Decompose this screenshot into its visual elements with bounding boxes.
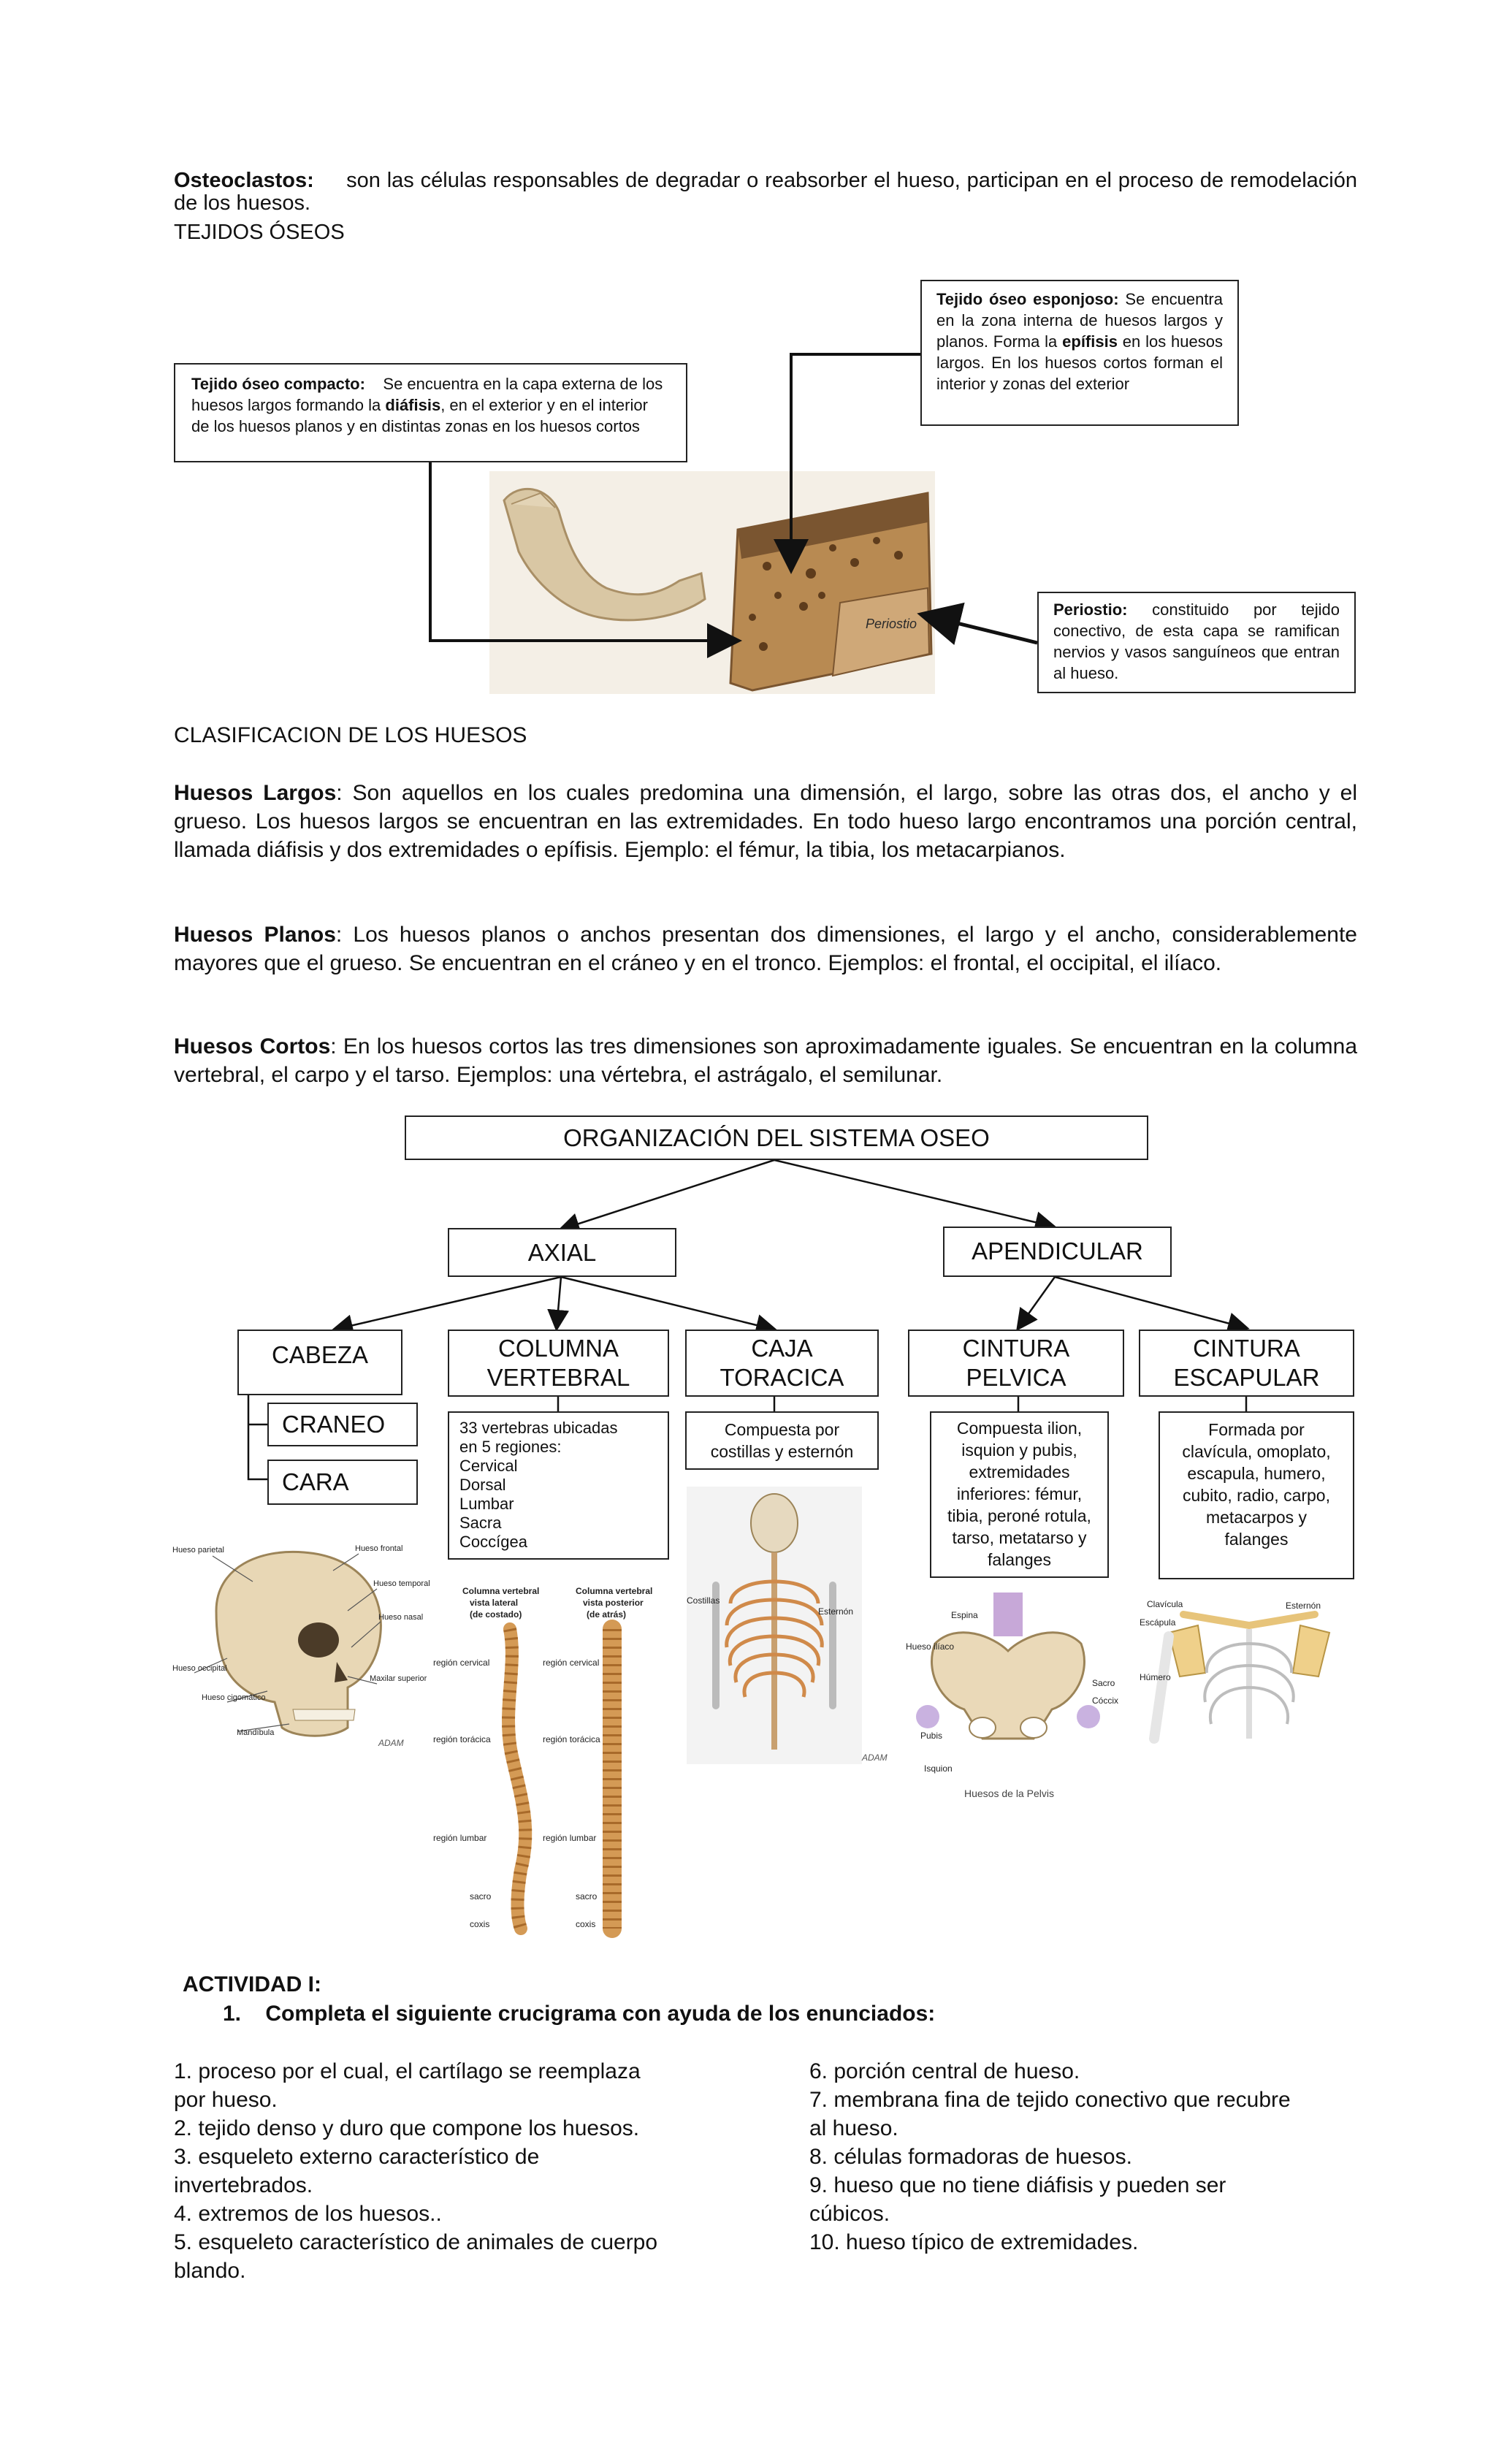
caja-desc-1: Compuesta por — [724, 1420, 840, 1439]
compacto-term: Tejido óseo compacto: — [191, 375, 365, 393]
pelvica-desc-3: extremidades — [969, 1462, 1070, 1481]
escapular-desc-4: cubito, radio, carpo, — [1182, 1486, 1330, 1505]
activity-right-list — [809, 2057, 1365, 2257]
pelvis-illustration — [862, 1593, 1119, 1804]
skull-label-maxilar: Maxilar superior — [370, 1674, 427, 1683]
thorax-label-esternon: Esternón — [818, 1606, 854, 1617]
spine-a-cervical: región cervical — [433, 1658, 490, 1668]
diagram-cara: CARA — [267, 1460, 418, 1505]
skull-label-frontal: Hueso frontal — [355, 1544, 403, 1553]
clue-line: cúbicos. — [809, 2202, 890, 2226]
clue-line: al hueso. — [809, 2116, 898, 2140]
diagram-axial: AXIAL — [448, 1228, 676, 1277]
escapular-line-1: CINTURA — [1193, 1335, 1300, 1362]
huesos-planos-text: : Los huesos planos o anchos presentan dos dimensiones, el largo y el ancho, considerablemente mayores que el grueso. Se encuentran en el cráneo y en el tronco. Ejemplos: el frontal, el occipital, el ilíaco. — [174, 923, 1357, 975]
spine-a-toracica: región torácica — [433, 1734, 491, 1744]
thorax-illustration — [687, 1487, 862, 1764]
pelvica-desc-6: tarso, metatarso y — [952, 1528, 1087, 1547]
pelvis-label-espina: Espina — [951, 1610, 978, 1620]
osteoclastos-text: son las células responsables de degradar o reabsorber el hueso, participan en el proceso de remodelación de los huesos. — [174, 169, 1357, 215]
diagram-escapular — [1139, 1330, 1354, 1397]
escapular-line-2: ESCAPULAR — [1173, 1364, 1320, 1391]
pelvis-caption: Huesos de la Pelvis — [964, 1788, 1054, 1799]
escapular-desc-box — [1159, 1411, 1354, 1579]
esponjoso-term: Tejido óseo esponjoso: — [936, 290, 1119, 308]
activity-instruction: 1. Completa el siguiente crucigrama con ayuda de los enunciados: — [223, 2002, 936, 2026]
spine-a-title-3: (de costado) — [470, 1609, 522, 1620]
diagram-craneo: CRANEO — [267, 1403, 418, 1446]
periostio-term: Periostio: — [1053, 600, 1128, 619]
columna-desc-7: Coccígea — [459, 1533, 527, 1551]
shoulder-label-escapula: Escápula — [1140, 1617, 1176, 1628]
clue-line: 2. tejido denso y duro que compone los huesos. — [174, 2116, 640, 2140]
columna-desc-3: Cervical — [459, 1457, 518, 1475]
pelvis-label-pubis: Pubis — [920, 1731, 943, 1741]
clue-line: 10. hueso típico de extremidades. — [809, 2230, 1139, 2254]
pelvica-desc-5: tibia, peroné rotula, — [947, 1506, 1091, 1525]
huesos-cortos-term: Huesos Cortos — [174, 1034, 331, 1059]
columna-desc-4: Dorsal — [459, 1476, 506, 1494]
tejidos-title: TEJIDOS ÓSEOS — [174, 221, 345, 244]
escapular-desc-2: clavícula, omoplato, — [1182, 1442, 1331, 1461]
clue-line: 8. células formadoras de huesos. — [809, 2145, 1132, 2169]
escapular-desc-6: falanges — [1224, 1530, 1289, 1549]
columna-desc-5: Lumbar — [459, 1495, 514, 1513]
spine-b-coxis: coxis — [576, 1919, 596, 1929]
shoulder-girdle-illustration — [1140, 1593, 1359, 1782]
skull-label-parietal: Hueso parietal — [172, 1546, 224, 1555]
escapular-desc-5: metacarpos y — [1205, 1508, 1308, 1527]
spine-a-title-2: vista lateral — [470, 1598, 519, 1608]
compacto-text-1: Se encuentra en la capa externa de los huesos largos formando la — [191, 375, 663, 414]
shoulder-label-clavicula: Clavícula — [1147, 1599, 1183, 1609]
spine-b-toracica: región torácica — [543, 1734, 600, 1744]
pelvis-brand: ADAM — [862, 1752, 888, 1763]
compacto-text-2: , en el exterior y en el interior de los huesos planos y en distintas zonas en los huesos cortos — [191, 396, 648, 435]
clue-line: 7. membrana fina de tejido conectivo que recubre — [809, 2088, 1291, 2112]
huesos-largos-term: Huesos Largos — [174, 781, 337, 805]
shoulder-label-humero: Húmero — [1140, 1672, 1171, 1682]
huesos-largos-text: : Son aquellos en los cuales predomina una dimensión, el largo, sobre las otras dos, el ancho y el grueso. Los huesos largos se encuentran en las extremidades. En todo hueso largo encontramos una porción central, llamada diáfisis y dos extremidades o epífisis. Ejemplo: el fémur, la tibia, los metacarpianos. — [174, 781, 1357, 862]
pelvica-desc-7: falanges — [988, 1550, 1051, 1569]
spine-b-lumbar: región lumbar — [543, 1833, 597, 1843]
huesos-planos-term: Huesos Planos — [174, 923, 336, 947]
clue-line: 6. porción central de hueso. — [809, 2059, 1080, 2083]
diagram-pelvica — [908, 1330, 1124, 1397]
esponjoso-text-2: en los huesos largos. En los huesos cortos forman el interior y zonas del exterior — [936, 332, 1223, 393]
spine-a-sacro: sacro — [470, 1891, 492, 1902]
spine-b-title-1: Columna vertebral — [576, 1586, 653, 1596]
caja-desc-box — [685, 1411, 879, 1470]
pelvis-label-iliaco: Hueso ilíaco — [906, 1641, 955, 1652]
diagram-cabeza: CABEZA — [237, 1330, 402, 1395]
activity-left-list — [174, 2057, 744, 2285]
columna-line-2: VERTEBRAL — [486, 1364, 630, 1391]
skull-label-mandibula: Mandíbula — [237, 1728, 275, 1737]
skull-label-temporal: Hueso temporal — [373, 1579, 430, 1588]
skull-illustration — [172, 1538, 428, 1750]
spine-brand: ADAM — [378, 1738, 404, 1748]
columna-desc-1: 33 vertebras ubicadas — [459, 1419, 618, 1437]
pelvis-label-coccix: Cóccix — [1092, 1696, 1119, 1706]
shoulder-label-esternon: Esternón — [1286, 1601, 1321, 1611]
skull-label-occipital: Hueso occipital — [172, 1664, 227, 1673]
clue-line: 3. esqueleto externo característico de — [174, 2145, 540, 2169]
clue-line: invertebrados. — [174, 2173, 313, 2197]
columna-desc-box — [448, 1411, 669, 1560]
esponjoso-bold: epífisis — [1062, 332, 1118, 351]
spine-a-lumbar: región lumbar — [433, 1833, 487, 1843]
clue-line: 5. esqueleto característico de animales de cuerpo — [174, 2230, 658, 2254]
spine-a-title-1: Columna vertebral — [462, 1586, 540, 1596]
spine-b-cervical: región cervical — [543, 1658, 600, 1668]
columna-desc-6: Sacra — [459, 1514, 502, 1532]
periostio-image-label: Periostio — [866, 617, 917, 631]
spine-b-title-2: vista posterior — [583, 1598, 644, 1608]
clue-line: 1. proceso por el cual, el cartílago se reemplaza — [174, 2059, 641, 2083]
pelvis-label-isquion: Isquion — [924, 1763, 953, 1774]
esponjoso-text-1: Se encuentra en la zona interna de huesos largos y planos. Forma la — [936, 290, 1223, 351]
skull-label-nasal: Hueso nasal — [378, 1613, 424, 1622]
classification-title: CLASIFICACION DE LOS HUESOS — [174, 723, 527, 747]
escapular-desc-3: escapula, humero, — [1187, 1464, 1326, 1483]
clue-line: por hueso. — [174, 2088, 278, 2112]
pelvica-desc-4: inferiores: fémur, — [956, 1484, 1083, 1503]
columna-line-1: COLUMNA — [497, 1335, 619, 1362]
pelvica-desc-2: isquion y pubis, — [961, 1441, 1077, 1460]
pelvis-label-sacro: Sacro — [1092, 1678, 1115, 1688]
pelvica-desc-box — [930, 1411, 1109, 1578]
caja-line-1: CAJA — [751, 1335, 813, 1362]
compacto-bold: diáfisis — [385, 396, 441, 414]
pelvica-line-2: PELVICA — [966, 1364, 1066, 1391]
diagram-root: ORGANIZACIÓN DEL SISTEMA OSEO — [405, 1115, 1148, 1160]
skull-label-cigomatico: Hueso cigomático — [202, 1693, 266, 1702]
spine-b-sacro: sacro — [576, 1891, 598, 1902]
diagram-columna — [448, 1330, 669, 1397]
periostio-text: constituido por tejido conectivo, de esta capa se ramifican nervios y vasos sanguíneos que entran al hueso. — [1053, 600, 1340, 682]
columna-desc-2: en 5 regiones: — [459, 1438, 562, 1456]
clue-line: blando. — [174, 2259, 246, 2283]
caja-desc-2: costillas y esternón — [710, 1442, 854, 1461]
thorax-label-costillas: Costillas — [687, 1595, 720, 1606]
diagram-caja — [685, 1330, 879, 1397]
spine-a-coxis: coxis — [470, 1919, 490, 1929]
clue-line: 9. hueso que no tiene diáfisis y pueden ser — [809, 2173, 1226, 2197]
osteoclastos-term: Osteoclastos: — [174, 169, 314, 192]
pelvica-desc-1: Compuesta ilion, — [956, 1419, 1083, 1438]
pelvica-line-1: CINTURA — [962, 1335, 1070, 1362]
huesos-cortos-text: : En los huesos cortos las tres dimensiones son aproximadamente iguales. Se encuentran en la columna vertebral, el carpo y el tarso. Ejemplos: una vértebra, el astrágalo, el semilunar. — [174, 1034, 1358, 1087]
escapular-desc-1: Formada por — [1208, 1420, 1305, 1439]
activity-title: ACTIVIDAD I: — [183, 1972, 321, 1996]
caja-line-2: TORACICA — [720, 1364, 844, 1391]
spine-b-title-3: (de atrás) — [587, 1609, 627, 1620]
diagram-apendicular: APENDICULAR — [943, 1227, 1172, 1277]
clue-line: 4. extremos de los huesos.. — [174, 2202, 442, 2226]
